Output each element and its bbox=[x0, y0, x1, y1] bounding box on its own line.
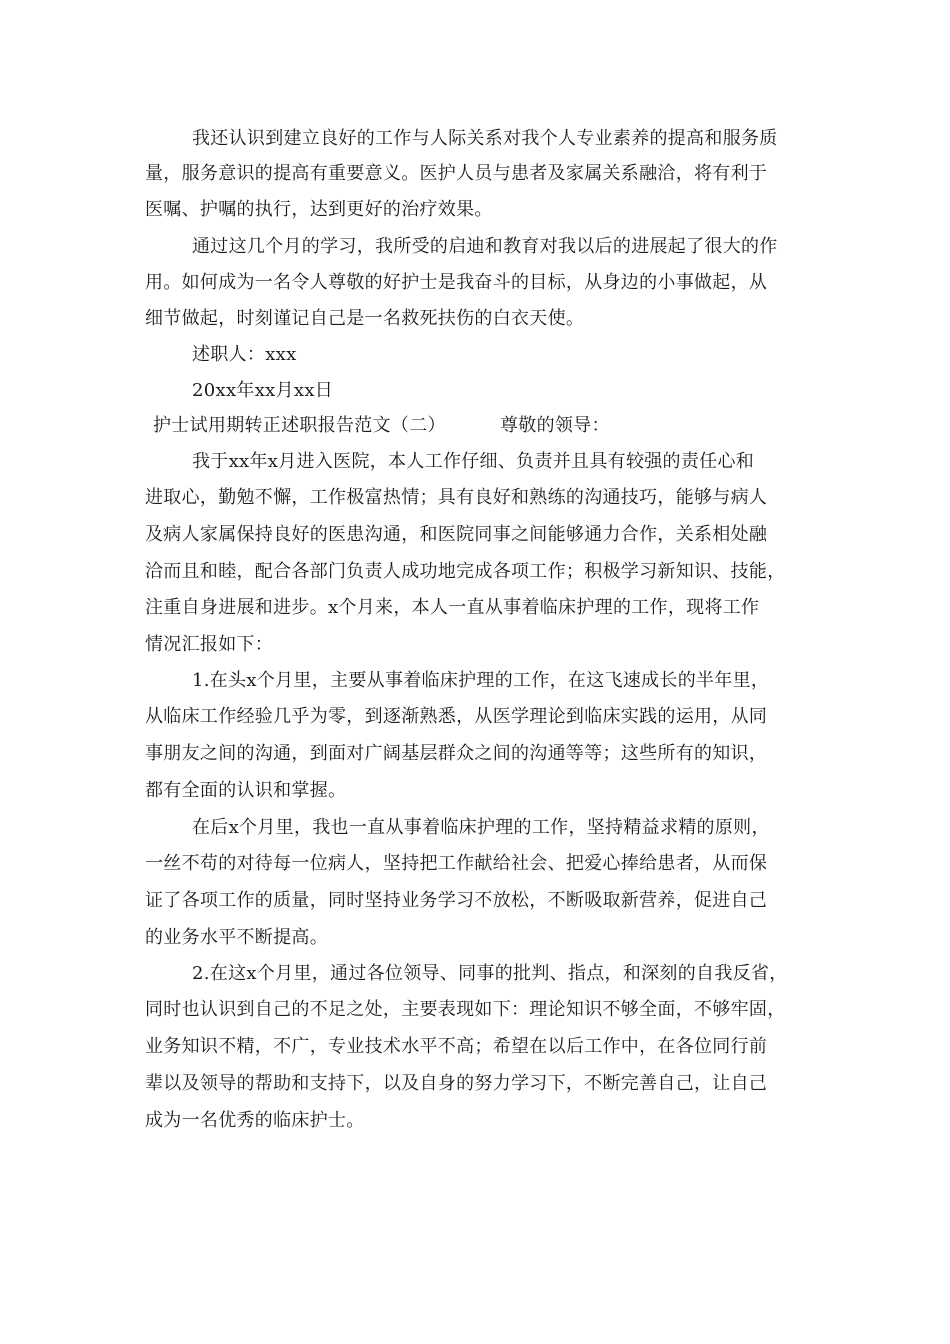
paragraph-line: 同时也认识到自己的不足之处，主要表现如下：理论知识不够全面，不够牢固， bbox=[145, 999, 786, 1020]
paragraph-line: 在后x个月里，我也一直从事着临床护理的工作，坚持精益求精的原则， bbox=[192, 817, 770, 838]
paragraph-line: 我于xx年x月进入医院，本人工作仔细、负责并且具有较强的责任心和 bbox=[192, 451, 755, 472]
paragraph-line: 通过这几个月的学习，我所受的启迪和教育对我以后的进展起了很大的作 bbox=[192, 236, 778, 257]
paragraph-line: 1.在头x个月里，主要从事着临床护理的工作，在这飞速成长的半年里， bbox=[192, 670, 770, 691]
paragraph-line: 及病人家属保持良好的医患沟通，和医院同事之间能够通力合作，关系相处融 bbox=[145, 524, 768, 545]
paragraph-line: 情况汇报如下： bbox=[145, 634, 274, 655]
paragraph-line: 的业务水平不断提高。 bbox=[145, 927, 328, 948]
paragraph-line: 注重自身进展和进步。x个月来，本人一直从事着临床护理的工作，现将工作 bbox=[145, 597, 760, 618]
paragraph-line: 用。如何成为一名令人尊敬的好护士是我奋斗的目标，从身边的小事做起，从 bbox=[145, 272, 768, 293]
salutation: 尊敬的领导： bbox=[500, 415, 610, 436]
paragraph-line: 细节做起，时刻谨记自己是一名救死扶伤的白衣天使。 bbox=[145, 308, 585, 329]
paragraph-line: 业务知识不精，不广，专业技术水平不高；希望在以后工作中，在各位同行前 bbox=[145, 1036, 768, 1057]
paragraph-line: 进取心，勤勉不懈，工作极富热情；具有良好和熟练的沟通技巧，能够与病人 bbox=[145, 487, 768, 508]
paragraph-line: 都有全面的认识和掌握。 bbox=[145, 780, 347, 801]
paragraph-line: 一丝不苟的对待每一位病人，坚持把工作献给社会、把爱心捧给患者，从而保 bbox=[145, 853, 768, 874]
paragraph-line: 证了各项工作的质量，同时坚持业务学习不放松，不断吸取新营养，促进自己 bbox=[145, 890, 768, 911]
paragraph-line: 医嘱、护嘱的执行，达到更好的治疗效果。 bbox=[145, 199, 493, 220]
date-line: 20xx年xx月xx日 bbox=[192, 380, 334, 401]
section-title: 护士试用期转正述职报告范文（二） bbox=[153, 415, 446, 436]
paragraph-line: 事朋友之间的沟通，到面对广阔基层群众之间的沟通等等；这些所有的知识， bbox=[145, 743, 768, 764]
paragraph-line: 辈以及领导的帮助和支持下，以及自身的努力学习下，不断完善自己，让自己 bbox=[145, 1073, 768, 1094]
paragraph-line: 量，服务意识的提高有重要意义。医护人员与患者及家属关系融洽，将有利于 bbox=[145, 163, 768, 184]
paragraph-line: 我还认识到建立良好的工作与人际关系对我个人专业素养的提高和服务质 bbox=[192, 128, 778, 149]
paragraph-line: 成为一名优秀的临床护士。 bbox=[145, 1110, 365, 1131]
paragraph-line: 从临床工作经验几乎为零，到逐渐熟悉，从医学理论到临床实践的运用，从同 bbox=[145, 706, 768, 727]
paragraph-line: 洽而且和睦，配合各部门负责人成功地完成各项工作；积极学习新知识、技能， bbox=[145, 561, 786, 582]
signature-line: 述职人：xxx bbox=[192, 344, 297, 365]
paragraph-line: 2.在这x个月里，通过各位领导、同事的批判、指点，和深刻的自我反省， bbox=[192, 963, 788, 984]
